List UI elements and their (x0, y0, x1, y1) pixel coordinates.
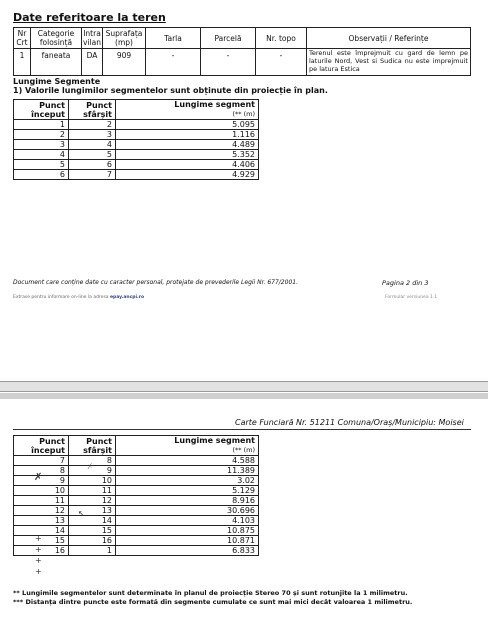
cell-nr-crt: 1 (14, 49, 31, 76)
pen-mark: ⸓ (87, 462, 93, 471)
header-lungime-segment (116, 436, 259, 456)
cell-lungime: 8.916 (116, 496, 259, 506)
cell-punct-sfarsit: 6 (69, 160, 116, 170)
segment-row (14, 150, 259, 160)
cell-punct-inceput: 16 (14, 546, 69, 556)
cell-punct-sfarsit: 7 (69, 170, 116, 180)
cell-punct-sfarsit: 11 (69, 486, 116, 496)
header-parcela: Parcelă (201, 28, 256, 49)
segment-row (14, 506, 259, 516)
cell-punct-inceput: 1 (14, 120, 69, 130)
segment-row (14, 466, 259, 476)
cell-punct-sfarsit: 4 (69, 140, 116, 150)
cell-punct-inceput: 15 (14, 536, 69, 546)
footnote-cumulated: *** Distanța dintre puncte este formată din segmente cumulate ce sunt mai mici decât valoarea 1 milimetru. (13, 598, 413, 606)
cell-lungime: 4.929 (116, 170, 259, 180)
segment-row (14, 120, 259, 130)
header-punct-inceput: Punct început (14, 436, 69, 456)
cell-punct-sfarsit: 8 (69, 456, 116, 466)
pen-mark: + (35, 545, 42, 554)
pen-mark: + (35, 567, 42, 576)
page-break-divider (0, 381, 488, 392)
cell-punct-sfarsit: 14 (69, 516, 116, 526)
segments-table-page-2 (13, 435, 259, 556)
header-unit: (** (m) (232, 446, 255, 454)
extract-site-link[interactable]: epay.ancpi.ro (109, 295, 145, 300)
segment-row (14, 130, 259, 140)
header-categorie: Categorie folosință (31, 28, 82, 49)
cell-punct-sfarsit: 13 (69, 506, 116, 516)
pen-mark: ✗ (34, 472, 43, 483)
cell-punct-inceput: 11 (14, 496, 69, 506)
cell-punct-sfarsit: 5 (69, 150, 116, 160)
segments-subtitle: 1) Valorile lungimilor segmentelor sunt obținute din proiecție în plan. (13, 86, 328, 95)
segment-row (14, 546, 259, 556)
segment-row (14, 476, 259, 486)
segment-row (14, 486, 259, 496)
cell-categorie: faneata (31, 49, 82, 76)
pen-mark: + (35, 556, 42, 565)
cell-punct-inceput: 13 (14, 516, 69, 526)
page-number: Pagina 2 din 3 (382, 279, 429, 287)
header-suprafata: Suprafața (mp) (103, 28, 146, 49)
cell-lungime: 5.095 (116, 120, 259, 130)
segments-table-body (14, 120, 259, 180)
cell-punct-sfarsit: 3 (69, 130, 116, 140)
cell-punct-sfarsit: 9 (69, 466, 116, 476)
header-lungime-label: Lungime segment (174, 436, 255, 445)
form-version: Formular versiunea 1.1 (385, 295, 438, 300)
cell-lungime: 4.588 (116, 456, 259, 466)
header-tarla: Tarla (146, 28, 201, 49)
cell-punct-sfarsit: 1 (69, 546, 116, 556)
cell-lungime: 5.352 (116, 150, 259, 160)
cell-observatii: Terenul este împrejmuit cu gard de lemn pe laturile Nord, Vest si Sudica nu este imprejmuit pe latura Estica (307, 49, 471, 76)
page-break-divider-shadow (0, 393, 488, 399)
cell-suprafata: 909 (103, 49, 146, 76)
cell-lungime: 4.406 (116, 160, 259, 170)
header-nr-crt: Nr Crt (14, 28, 31, 49)
segment-row (14, 536, 259, 546)
cell-lungime: 10.875 (116, 526, 259, 536)
segment-row (14, 496, 259, 506)
cell-punct-inceput: 8 (14, 466, 69, 476)
cell-punct-sfarsit: 10 (69, 476, 116, 486)
cell-lungime: 10.871 (116, 536, 259, 546)
segment-row (14, 456, 259, 466)
header-nr-topo: Nr. topo (256, 28, 307, 49)
header-lungime-label: Lungime segment (174, 100, 255, 109)
segments-table-header (14, 436, 259, 456)
cell-lungime: 1.116 (116, 130, 259, 140)
cell-punct-inceput: 2 (14, 130, 69, 140)
cell-punct-sfarsit: 2 (69, 120, 116, 130)
cell-punct-inceput: 14 (14, 526, 69, 536)
cadastral-book-header: Carte Funciară Nr. 51211 Comuna/Oraș/Municipiu: Moisei (235, 418, 464, 427)
cell-punct-inceput: 5 (14, 160, 69, 170)
cell-punct-inceput: 9 (14, 476, 69, 486)
cell-punct-inceput: 7 (14, 456, 69, 466)
extract-note-text: Extrase pentru informare on-line la adresa (13, 295, 110, 300)
privacy-disclaimer: Document care conține date cu caracter personal, protejate de prevederile Legii Nr. 677/2001. (13, 279, 298, 286)
header-punct-inceput: Punct început (14, 100, 69, 120)
header-observatii: Observații / Referințe (307, 28, 471, 49)
extract-note (13, 295, 144, 300)
cell-punct-inceput: 10 (14, 486, 69, 496)
cell-nr-topo: - (256, 49, 307, 76)
cell-punct-sfarsit: 15 (69, 526, 116, 536)
header-intravilan: Intra vilan (83, 29, 101, 47)
header-rule (13, 429, 471, 430)
cell-intravilan: DA (82, 49, 103, 76)
pen-mark: ↖ (78, 509, 85, 518)
cell-punct-inceput: 3 (14, 140, 69, 150)
cell-punct-inceput: 12 (14, 506, 69, 516)
cell-punct-sfarsit: 16 (69, 536, 116, 546)
cell-punct-sfarsit: 12 (69, 496, 116, 506)
header-lungime-segment (116, 100, 259, 120)
header-unit: (** (m) (232, 110, 255, 118)
segment-row (14, 140, 259, 150)
pen-mark: + (35, 534, 42, 543)
segment-row (14, 526, 259, 536)
land-table-header (14, 28, 471, 49)
cell-lungime: 11.389 (116, 466, 259, 476)
segments-table-header (14, 100, 259, 120)
cell-lungime: 5.129 (116, 486, 259, 496)
segment-row (14, 516, 259, 526)
header-punct-sfarsit: Punct sfârșit (69, 436, 116, 456)
cell-lungime: 4.489 (116, 140, 259, 150)
cell-tarla: - (146, 49, 201, 76)
segments-table-page-1 (13, 99, 259, 180)
cell-punct-inceput: 6 (14, 170, 69, 180)
cell-parcela: - (201, 49, 256, 76)
land-data-table (13, 27, 471, 76)
cell-punct-inceput: 4 (14, 150, 69, 160)
cell-lungime: 4.103 (116, 516, 259, 526)
segments-heading (13, 77, 328, 95)
section-title: Date referitoare la teren (13, 11, 166, 24)
segment-row (14, 170, 259, 180)
segments-table-body (14, 456, 259, 556)
segments-title: Lungime Segmente (13, 77, 101, 86)
footnote-rounding: ** Lungimile segmentelor sunt determinate în planul de proiecție Stereo 70 și sunt rotunjite la 1 milimetru. (13, 589, 408, 597)
header-punct-sfarsit: Punct sfârșit (69, 100, 116, 120)
cell-lungime: 30.696 (116, 506, 259, 516)
segment-row (14, 160, 259, 170)
cell-lungime: 6.833 (116, 546, 259, 556)
cell-lungime: 3.02 (116, 476, 259, 486)
land-table-row (14, 49, 471, 76)
